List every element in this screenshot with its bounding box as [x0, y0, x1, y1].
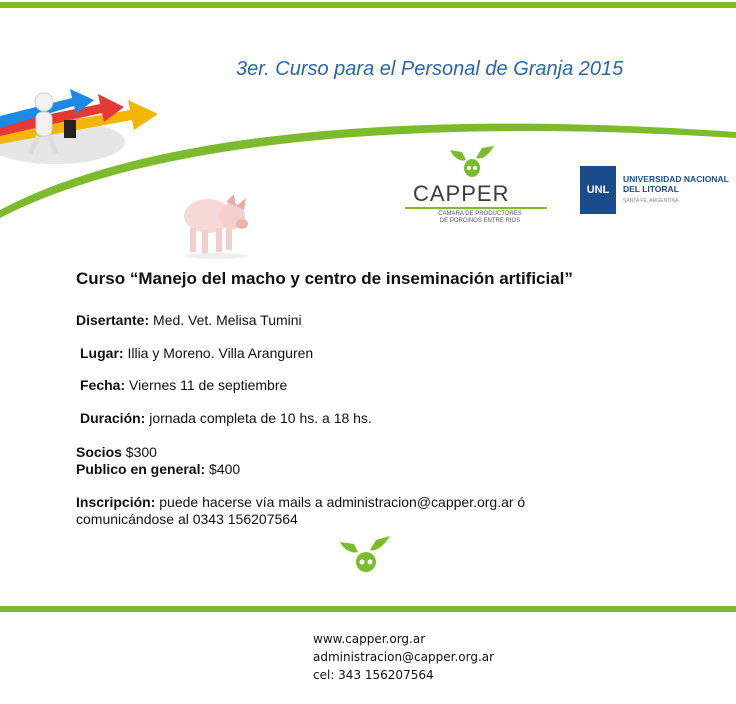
- duracion-row: [80, 410, 372, 426]
- disertante-value: Med. Vet. Melisa Tumini: [153, 312, 302, 328]
- unl-name: [623, 174, 729, 194]
- piglet-image: [178, 186, 258, 260]
- footer-email[interactable]: administracion@capper.org.ar: [313, 650, 495, 664]
- capper-wordmark: CAPPER: [413, 181, 510, 206]
- fecha-value: Viernes 11 de septiembre: [129, 377, 288, 393]
- unl-subtitle: SANTA FE, ARGENTINA: [623, 198, 679, 204]
- footer-phone: cel: 343 156207564: [313, 668, 434, 682]
- fecha-row: [80, 377, 287, 393]
- bottom-green-bar: [0, 606, 736, 612]
- growth-arrows-illustration: [0, 62, 170, 167]
- socios-row: [76, 444, 157, 460]
- capper-underline: [405, 207, 547, 209]
- lugar-row: [80, 345, 313, 361]
- socios-label: Socios: [76, 444, 122, 460]
- course-title: Curso “Manejo del macho y centro de inseminación artificial”: [76, 269, 573, 288]
- capper-subtitle: [410, 211, 550, 225]
- disertante-label: Disertante:: [76, 312, 150, 328]
- publico-value: $400: [209, 461, 241, 477]
- inscripcion-row: [76, 494, 525, 510]
- pig-face-icon: [448, 144, 496, 180]
- lugar-value: Illia y Moreno. Villa Aranguren: [127, 345, 314, 361]
- duracion-label: Duración:: [80, 410, 146, 426]
- page-title: 3er. Curso para el Personal de Granja 2015: [236, 58, 624, 80]
- publico-label: Publico en general:: [76, 461, 206, 477]
- footer-website[interactable]: www.capper.org.ar: [313, 632, 426, 646]
- duracion-value: jornada completa de 10 hs. a 18 hs.: [149, 410, 372, 426]
- fecha-label: Fecha:: [80, 377, 126, 393]
- capper-subtitle-line2: DE PORCINOS ENTRE RIOS: [439, 218, 521, 224]
- inscripcion-label: Inscripción:: [76, 494, 156, 510]
- inscripcion-line2: comunicándose al 0343 156207564: [76, 511, 298, 527]
- capper-subtitle-line1: CAMARA DE PRODUCTORES: [438, 211, 522, 217]
- inscripcion-value: puede hacerse vía mails a administracion@capper.org.ar ó: [159, 494, 526, 510]
- unl-name-line2: DEL LITORAL: [623, 184, 679, 194]
- unl-name-line1: UNIVERSIDAD NACIONAL: [623, 174, 729, 184]
- pig-face-icon: [338, 534, 392, 574]
- disertante-row: [76, 312, 302, 328]
- publico-row: [76, 461, 240, 477]
- lugar-label: Lugar:: [80, 345, 124, 361]
- socios-value: $300: [125, 444, 157, 460]
- footer-contact: [313, 630, 494, 684]
- unl-badge: UNL: [580, 166, 616, 214]
